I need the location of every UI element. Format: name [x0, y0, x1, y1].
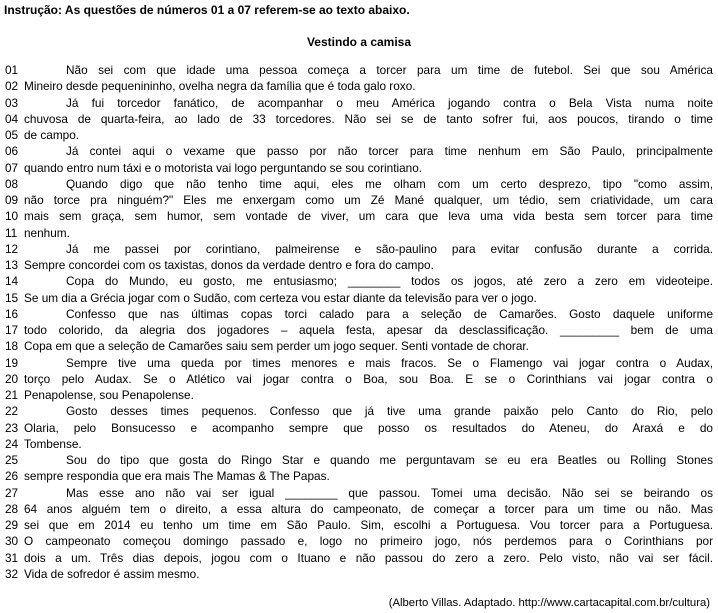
text-line	[5, 192, 713, 208]
text-line	[5, 111, 713, 127]
line-text: Mas esse ano não vai ser igual ________ que passou. Tomei uma decisão. Não sei se beirando os	[66, 485, 713, 500]
line-text: Sempre concordei com os taxistas, donos da verdade dentro e fora do campo.	[24, 258, 434, 272]
line-number: 14	[5, 274, 19, 289]
line-number: 25	[5, 453, 19, 467]
line-text: Já me passei por corintiano, palmeirense e são-paulino para evitar confusão durante a corrida.	[66, 241, 713, 256]
line-number: 15	[5, 290, 19, 305]
line-number: 09	[5, 193, 19, 207]
line-text: Olaria, pelo Bonsucesso e acompanho sempre que posso os resultados do Ateneu, do Araxá e do	[24, 420, 713, 435]
text-line	[5, 338, 713, 354]
text-line	[5, 62, 713, 78]
line-number: 07	[5, 160, 19, 175]
line-text: Gosto desses times pequenos. Confesso que já tive uma grande paixão pelo Canto do Rio, pelo	[66, 404, 713, 419]
line-number: 06	[5, 144, 19, 159]
line-text: sempre respondia que era mais The Mamas & The Papas.	[24, 469, 330, 484]
line-number: 18	[5, 339, 19, 354]
line-text: 64 anos alguém tem o direito, a essa altura do campeonato, de começar a torcer para um time ou não. Mas	[24, 501, 713, 516]
line-number: 02	[5, 79, 19, 94]
document-title: Vestindo a camisa	[306, 35, 412, 49]
line-number: 12	[5, 241, 19, 256]
text-line	[5, 566, 713, 582]
text-line	[5, 371, 713, 387]
line-number: 13	[5, 258, 19, 272]
line-number: 20	[5, 371, 19, 386]
text-line	[5, 143, 713, 159]
line-text: todo colorido, da alegria dos jogadores – aquela festa, apesar da desclassificação. _________ bem de uma	[24, 323, 713, 337]
line-number: 10	[5, 209, 19, 224]
text-block	[5, 62, 713, 582]
line-number: 26	[5, 469, 19, 484]
line-text: Vida de sofredor é assim mesmo.	[24, 566, 200, 581]
line-number: 11	[5, 225, 18, 240]
text-line	[5, 550, 713, 566]
line-number: 31	[5, 550, 19, 565]
line-number: 16	[5, 306, 19, 321]
line-text: Confesso que nas últimas copas torci calado para a seleção de Camarões. Gosto daquele uniforme	[66, 306, 713, 321]
line-text: Quando digo que não tenho time aqui, eles me olham com um certo desprezo, tipo "como assim,	[66, 176, 713, 191]
text-line	[5, 501, 713, 517]
text-line	[5, 241, 713, 257]
text-line	[5, 273, 713, 289]
text-line	[5, 257, 713, 273]
line-text: Sou do tipo que gosta do Ringo Star e quando me perguntavam se eu era Beatles ou Rolling Stones	[66, 453, 713, 467]
text-line	[5, 403, 713, 419]
line-number: 19	[5, 355, 19, 370]
line-text: Copa do Mundo, eu gosto, me entusiasmo; ________ todos os jogos, até zero a zero em videoteipe.	[66, 274, 713, 289]
text-line	[5, 176, 713, 192]
text-line	[5, 306, 713, 322]
text-line	[5, 420, 713, 436]
line-text: Já fui torcedor fanático, de acompanhar o meu América jogando contra o Bela Vista numa noite	[66, 95, 713, 110]
text-line	[5, 127, 713, 143]
line-text: O campeonato começou domingo passado e, logo no primeiro jogo, nós perdemos para o Corinthians por	[24, 534, 713, 549]
line-number: 05	[5, 128, 19, 142]
line-number: 27	[5, 485, 19, 500]
text-line	[5, 290, 713, 306]
text-line	[5, 485, 713, 501]
line-text: Sempre tive uma queda por times menores e mais fracos. Se o Flamengo vai jogar contra o Audax,	[66, 355, 713, 370]
line-number: 17	[5, 323, 19, 337]
line-number: 32	[5, 566, 19, 581]
text-line	[5, 95, 713, 111]
line-text: chuvosa de quarta-feira, ao lado de 33 torcedores. Não sei se de tanto sofrer fui, aos poucos, tirando o time	[24, 111, 713, 126]
line-number: 03	[5, 95, 19, 110]
source-citation: (Alberto Villas. Adaptado. http://www.cartacapital.com.br/cultura)	[388, 597, 710, 609]
line-text: Não sei com que idade uma pessoa começa a torcer para um time de futebol. Sei que sou América	[66, 63, 713, 77]
text-line	[5, 517, 713, 533]
text-line	[5, 387, 713, 403]
line-number: 04	[5, 111, 19, 126]
line-number: 22	[5, 404, 19, 419]
line-text: nenhum.	[24, 225, 70, 240]
text-line	[5, 208, 713, 224]
line-text: Mineiro desde pequenininho, ovelha negra da família que é toda galo roxo.	[24, 79, 416, 94]
line-number: 23	[5, 420, 19, 435]
line-text: sei que em 2014 eu tenho um time em São Paulo. Sim, escolhi a Portuguesa. Vou torcer para a Portuguesa.	[24, 518, 713, 532]
line-text: quando entro num táxi e o motorista vai logo perguntando se sou corintiano.	[24, 160, 423, 175]
text-line	[5, 468, 713, 484]
line-text: de campo.	[24, 128, 80, 142]
text-line	[5, 533, 713, 549]
text-line	[5, 78, 713, 94]
text-line	[5, 322, 713, 338]
line-text: Tombense.	[24, 436, 82, 451]
line-text: dois a um. Três dias depois, jogou com o Ituano e não passou do zero a zero. Pelo visto, não vai ser fácil.	[24, 550, 713, 565]
line-text: Penapolense, sou Penapolense.	[24, 388, 194, 402]
line-number: 24	[5, 436, 19, 451]
line-text: não torce pra ninguém?" Eles me enxergam como um Zé Mané qualquer, um tédio, sem criatividade, um cara	[24, 193, 713, 207]
line-number: 28	[5, 501, 19, 516]
text-line	[5, 452, 713, 468]
line-text: torço pelo Audax. Se o Atlético vai jogar contra o Boa, sou Boa. E se o Corinthians vai jogar contra o	[24, 371, 713, 386]
text-line	[5, 436, 713, 452]
line-number: 21	[5, 388, 19, 402]
line-text: Copa em que a seleção de Camarões saiu sem perder um jogo sequer. Senti vontade de chorar.	[24, 339, 529, 354]
text-line	[5, 355, 713, 371]
line-number: 01	[5, 63, 19, 77]
line-number: 29	[5, 518, 19, 532]
text-line	[5, 160, 713, 176]
line-number: 08	[5, 176, 19, 191]
line-text: mais sem graça, sem humor, sem vontade de viver, um cara que leva uma vida besta sem torcer para time	[24, 209, 713, 224]
instruction-text: Instrução: As questões de números 01 a 07 referem-se ao texto abaixo.	[4, 3, 410, 17]
line-number: 30	[5, 534, 19, 549]
line-text: Já contei aqui o vexame que passo por não torcer para time nenhum em São Paulo, principalmente	[66, 144, 713, 159]
text-line	[5, 225, 713, 241]
line-text: Se um dia a Grécia jogar com o Sudão, com certeza vou estar diante da televisão para ver o jogo.	[24, 290, 537, 305]
